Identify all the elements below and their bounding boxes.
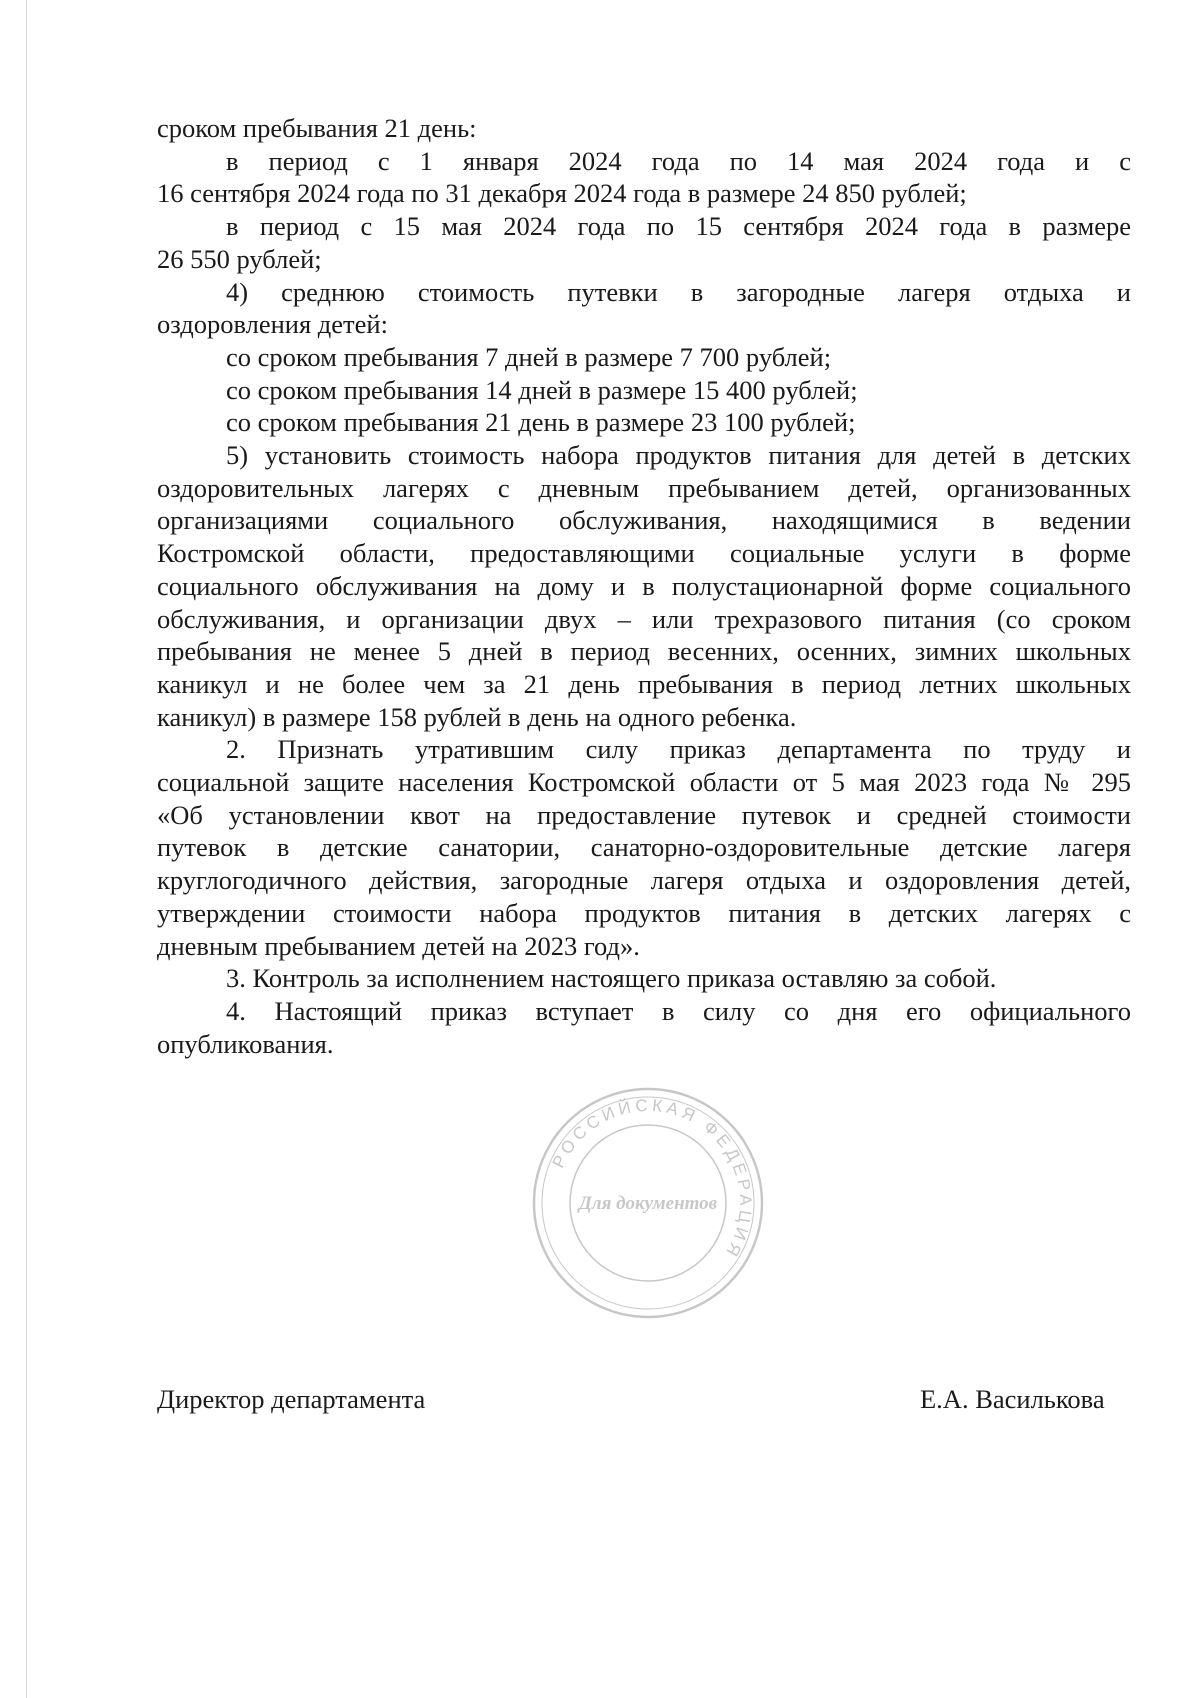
text-line: «Об установлении квот на предоставление путевок и средней стоимости xyxy=(157,799,1131,830)
text-line: со сроком пребывания 21 день в размере 23 100 рублей; xyxy=(226,407,856,438)
official-seal-stamp xyxy=(530,1085,766,1321)
text-line: каникул) в размере 158 рублей в день на одного ребенка. xyxy=(157,701,797,732)
text-line: 4) среднюю стоимость путевки в загородные лагеря отдыха и xyxy=(226,276,1131,307)
text-line: 4. Настоящий приказ вступает в силу со дня его официального xyxy=(226,995,1131,1026)
text-line: со сроком пребывания 14 дней в размере 15 400 рублей; xyxy=(226,374,858,405)
text-line: пребывания не менее 5 дней в период весенних, осенних, зимних школьных xyxy=(157,636,1131,667)
text-line: организациями социального обслуживания, находящимися в ведении xyxy=(157,505,1131,536)
text-line: в период с 1 января 2024 года по 14 мая 2024 года и с xyxy=(226,145,1131,176)
signatory-title: Директор департамента xyxy=(157,1384,426,1414)
text-line: круглогодичного действия, загородные лагеря отдыха и оздоровления детей, xyxy=(157,865,1131,896)
text-line: путевок в детские санатории, санаторно-оздоровительные детские лагеря xyxy=(157,832,1131,863)
text-line: 2. Признать утратившим силу приказ департамента по труду и xyxy=(226,734,1131,765)
text-line: утверждении стоимости набора продуктов питания в детских лагерях с xyxy=(157,897,1131,928)
text-line: 26 550 рублей; xyxy=(157,243,322,274)
text-line: дневным пребыванием детей на 2023 год». xyxy=(157,930,640,961)
text-line: опубликования. xyxy=(157,1028,334,1059)
text-line: 3. Контроль за исполнением настоящего приказа оставляю за собой. xyxy=(226,963,997,994)
seal-center-text: Для документов xyxy=(578,1193,718,1214)
text-line: обслуживания, и организации двух – или трехразового питания (со сроком xyxy=(157,603,1131,634)
text-line: 5) установить стоимость набора продуктов питания для детей в детских xyxy=(226,440,1131,471)
document-body xyxy=(157,112,1131,1060)
svg-text:РОССИЙСКАЯ ФЕДЕРАЦИЯ xyxy=(549,1096,755,1263)
text-line: 16 сентября 2024 года по 31 декабря 2024 года в размере 24 850 рублей; xyxy=(157,178,967,209)
text-line: Костромской области, предоставляющими социальные услуги в форме xyxy=(157,538,1131,569)
text-line: каникул и не более чем за 21 день пребывания в период летних школьных xyxy=(157,668,1131,699)
text-line: оздоровительных лагерях с дневным пребыванием детей, организованных xyxy=(157,472,1131,503)
signatory-name: Е.А. Василькова xyxy=(920,1384,1105,1414)
text-line: сроком пребывания 21 день: xyxy=(157,113,477,143)
text-line: социального обслуживания на дому и в полустационарной форме социального xyxy=(157,570,1131,601)
text-line: со сроком пребывания 7 дней в размере 7 700 рублей; xyxy=(226,341,832,372)
text-line: оздоровления детей: xyxy=(157,309,388,340)
text-line: в период с 15 мая 2024 года по 15 сентября 2024 года в размере xyxy=(226,211,1131,242)
text-line: социальной защите населения Костромской области от 5 мая 2023 года № 295 xyxy=(157,767,1131,798)
seal-outer-text: РОССИЙСКАЯ ФЕДЕРАЦИЯ xyxy=(548,1095,756,1263)
scan-edge-line xyxy=(26,0,27,1698)
